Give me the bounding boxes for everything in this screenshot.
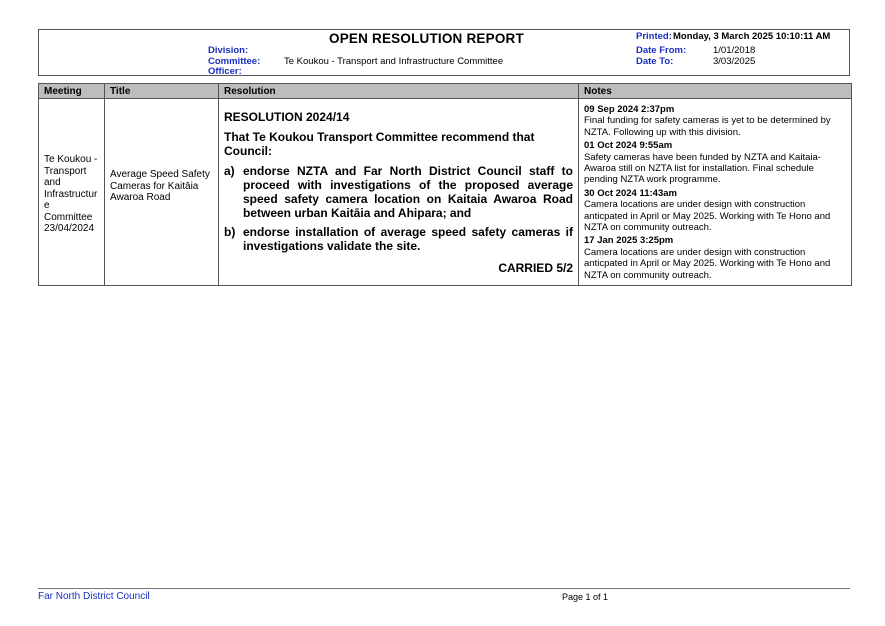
note-text: Camera locations are under design with construction anticpated in April or May 2025. Working with Te Hono and NZTA on community outreach. (584, 246, 831, 281)
title-line: Awaroa Road (110, 192, 171, 203)
note-entry (584, 188, 846, 234)
meeting-date: 23/04/2024 (44, 223, 95, 234)
resolution-item-marker: a) (224, 164, 235, 178)
date-to-value: 3/03/2025 (713, 56, 756, 67)
meeting-line: and (44, 177, 61, 188)
resolution-item-text: endorse NZTA and Far North District Council staff to proceed with investigations of the proposed average speed safety camera location on Kaitaia Awaroa Road between urban Kaitāia and Ahipara; and (243, 164, 573, 220)
footer-divider (38, 588, 850, 589)
resolution-item (224, 164, 573, 220)
meeting-line: Infrastructur (44, 188, 98, 200)
division-label: Division: (208, 45, 249, 56)
resolution-intro: That Te Koukou Transport Committee recommend that Council: (224, 130, 535, 158)
note-date: 01 Oct 2024 9:55am (584, 140, 673, 152)
committee-label: Committee: (208, 56, 261, 67)
column-header-meeting: Meeting (39, 84, 105, 99)
note-date: 09 Sep 2024 2:37pm (584, 104, 675, 115)
note-entry (584, 140, 846, 186)
resolution-heading: RESOLUTION 2024/14 (224, 110, 350, 124)
table-header-row (39, 84, 852, 99)
meeting-line: e Committee (44, 200, 93, 223)
column-header-title: Title (105, 84, 219, 99)
note-text: Safety cameras have been funded by NZTA and Kaitaia-Awaroa still on NZTA list for installation. Final schedule pending NZTA work programme. (584, 151, 821, 186)
report-header (38, 29, 850, 76)
meeting-line: Te Koukou - (44, 154, 98, 165)
resolution-status: CARRIED 5/2 (498, 261, 573, 275)
title-line: Average Speed Safety (110, 169, 210, 180)
committee-value: Te Koukou - Transport and Infrastructure Committee (284, 56, 504, 67)
note-entry (584, 104, 846, 138)
title-line: Cameras for Kaitāia (110, 180, 199, 192)
column-header-notes: Notes (579, 84, 852, 99)
officer-label: Officer: (208, 66, 242, 77)
meeting-cell (39, 99, 105, 286)
report-title: OPEN RESOLUTION REPORT (329, 31, 524, 46)
note-date: 17 Jan 2025 3:25pm (584, 235, 674, 247)
printed-label: Printed: (636, 31, 672, 42)
footer-page-number: Page 1 of 1 (562, 592, 609, 602)
date-from-label: Date From: (636, 45, 687, 56)
table-row (39, 99, 852, 286)
resolution-item-text: endorse installation of average speed safety cameras if investigations validate the site. (243, 225, 573, 253)
footer-organization: Far North District Council (38, 591, 150, 602)
resolution-table (38, 83, 852, 286)
note-text: Final funding for safety cameras is yet to be determined by NZTA. Following up with this division. (584, 115, 831, 138)
notes-cell (579, 99, 852, 286)
printed-value: Monday, 3 March 2025 10:10:11 AM (673, 31, 831, 42)
resolution-item (224, 225, 573, 253)
resolution-cell (219, 99, 579, 286)
resolution-item-marker: b) (224, 225, 236, 239)
note-text: Camera locations are under design with construction anticpated in April or May 2025. Working with Te Hono and NZTA on community outreach. (584, 199, 831, 234)
date-to-label: Date To: (636, 56, 674, 67)
column-header-resolution: Resolution (219, 84, 579, 99)
title-cell (105, 99, 219, 286)
date-from-value: 1/01/2018 (713, 45, 756, 56)
note-date: 30 Oct 2024 11:43am (584, 187, 677, 199)
note-entry (584, 235, 846, 281)
meeting-line: Transport (44, 165, 87, 177)
